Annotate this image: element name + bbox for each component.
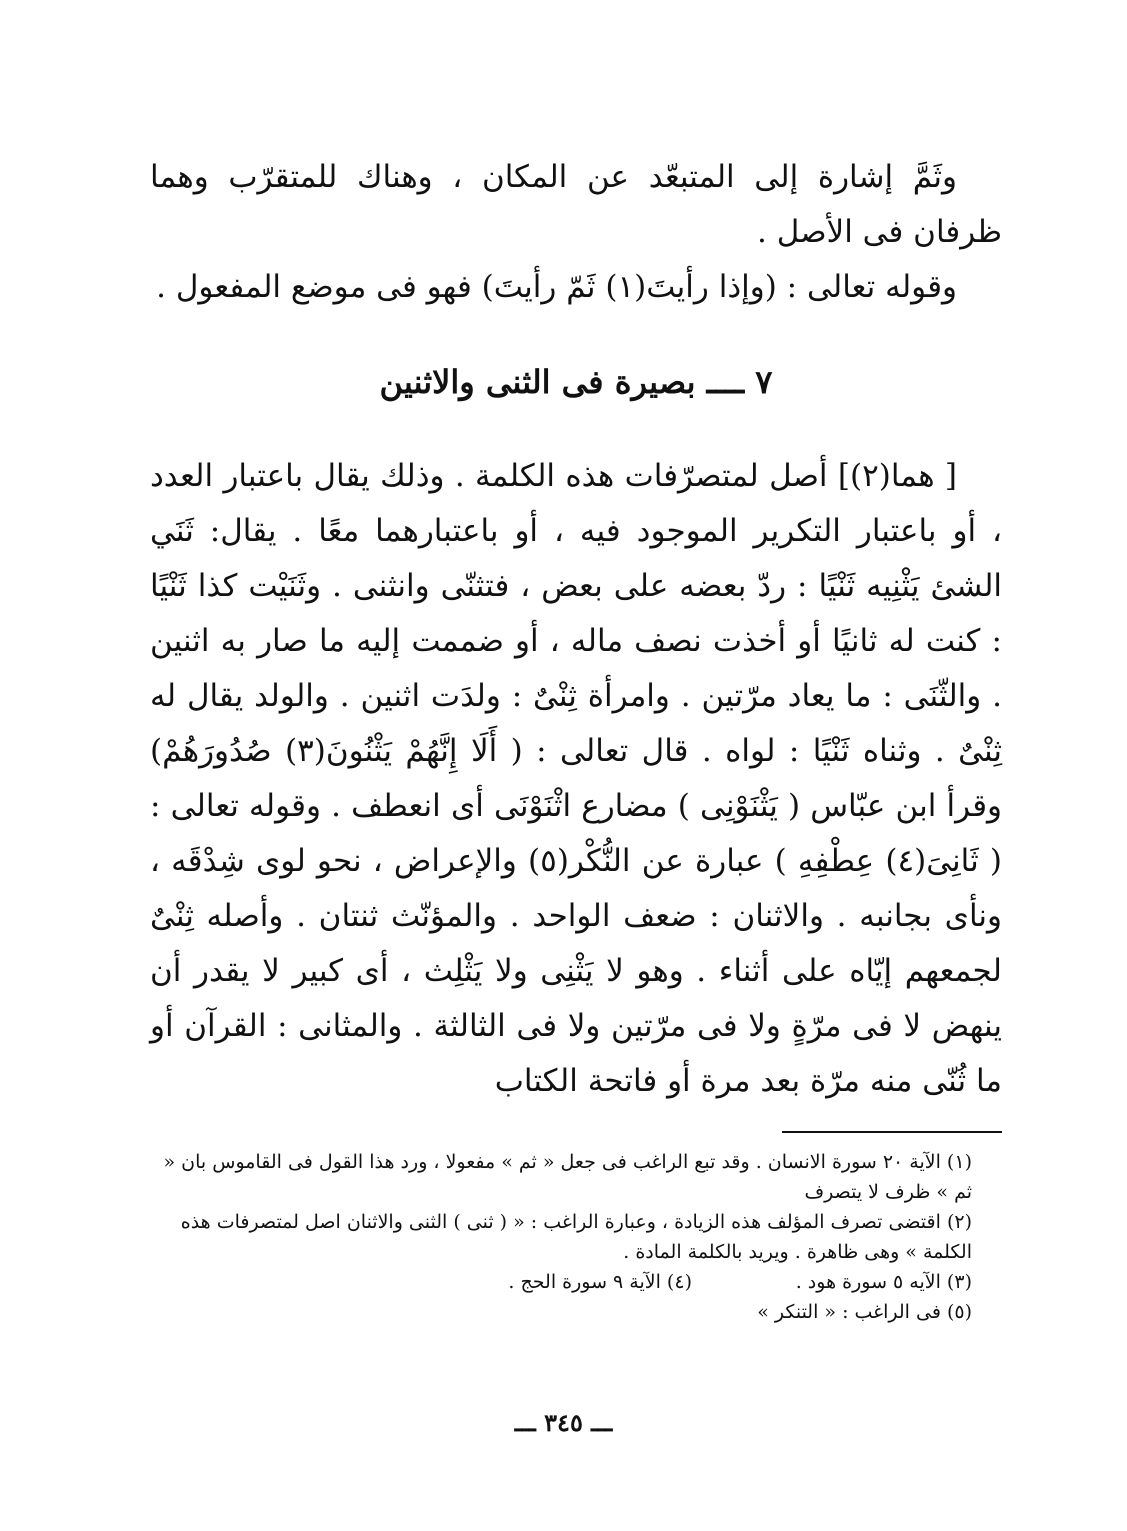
intro-paragraph-2: وقوله تعالى : (وإذا رأيتَ(١) ثَمّ رأيتَ) فهو فى موضع المفعول . <box>156 269 957 305</box>
body-paragraph: [ هما(٢)] أصل لمتصرّفات هذه الكلمة . وذلك يقال باعتبار العدد ، أو باعتبار التكرير الموجود فيه ، أو باعتبارهما معًا . يقال: ثَنَي الشئ يَثْنِيه ثَنْيًا : ردّ بعضه على بعض ، فتثنّى وانثنى . وثَنَيْت كذا ثَنْيًا : كنت له ثانيًا أو أخذت نصف ماله ، أو ضممت إليه ما صار به اثنين . والثّنَى : ما يعاد مرّتين . وامرأة ثِنْىٌ : ولدَت اثنين . والولد يقال له ثِنْىٌ . وثناه ثَنْيًا : لواه . قال تعالى : ( أَلَا إِنَّهُمْ يَثْنُونَ(٣) صُدُورَهُمْ) وقرأ ابن عبّاس ( يَثْنَوْنِى ) مضارع اثْنَوْنَى أى انعطف . وقوله تعالى : ( ثَانِىَ(٤) عِطْفِهِ ) عبارة عن النُّكْر(٥) والإعراض ، نحو لوى شِدْقَه ، ونأى بجانبه . والاثنان : ضعف الواحد . والمؤنّث ثنتان . وأصله ثِنْىٌ لجمعهم إيّاه على أثناء . وهو لا يَثْنِى ولا يَثْلِث ، أى كبير لا يقدر أن ينهض لا فى مرّةٍ ولا فى مرّتين ولا فى الثالثة . والمثانى : القرآن أو ما ثُنّى منه مرّة بعد مرة أو فاتحة الكتاب <box>150 458 1002 1099</box>
intro-paragraph-1: وثَمَّ إشارة إلى المتبعّد عن المكان ، وهناك للمتقرّب وهما ظرفان فى الأصل . <box>150 159 1002 250</box>
footnote-4: (٤) الآية ٩ سورة الحج . <box>508 1271 692 1293</box>
footnote-divider <box>782 1131 1002 1133</box>
page-number: ـــ ٣٤٥ ـــ <box>514 1408 613 1437</box>
footnote-3: (٣) الآيه ٥ سورة هود . <box>795 1271 972 1293</box>
footnote-2: (٢) اقتضى تصرف المؤلف هذه الزيادة ، وعبارة الراغب : « ( ثنى ) الثنى والاثنان اصل لمتصرفات هذه الكلمة » وهى ظاهرة . ويريد بالكلمة المادة . <box>180 1211 972 1263</box>
page-content <box>150 150 1002 1327</box>
footnotes <box>150 1147 1002 1327</box>
section-heading: ٧ ــــ بصيرة فى الثنى والاثنين <box>379 363 773 401</box>
footnote-row-3-4 <box>150 1267 1002 1297</box>
footnote-5: (٥) فى الراغب : « التنكر » <box>757 1301 972 1323</box>
footnote-1: (١) الآية ٢٠ سورة الانسان . وقد تبع الراغب فى جعل « ثم » مفعولا ، ورد هذا القول فى القاموس بان « ثم » ظرف لا يتصرف <box>163 1151 972 1203</box>
